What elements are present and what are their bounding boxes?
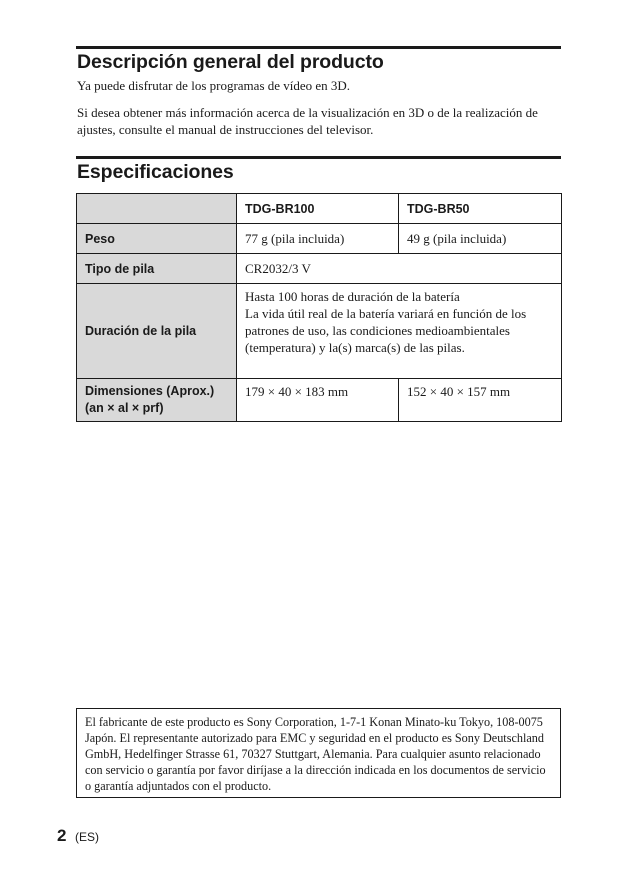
battery-life-note: La vida útil real de la batería variará en función de los patrones de uso, las condiciones medioambientales (temperatura) y la(s) marca(s) de las pilas.: [245, 306, 527, 355]
page-number: 2: [57, 826, 67, 845]
table-row: [77, 284, 562, 379]
row-label-duracion-de-la-pila: Duración de la pila: [77, 284, 237, 379]
overview-paragraph-1: Ya puede disfrutar de los programas de vídeo en 3D.: [77, 78, 351, 93]
overview-paragraph-2: Si desea obtener más información acerca de la visualización en 3D o de la realización de ajustes, consulte el manual de instrucciones del televisor.: [77, 105, 538, 137]
battery-life-line: Hasta 100 horas de duración de la batería: [245, 289, 460, 304]
manufacturer-notice: El fabricante de este producto es Sony Corporation, 1-7-1 Konan Minato-ku Tokyo, 108-0075 Japón. El representante autorizado para EMC y seguridad en el producto es Sony Deutschland GmbH, Hedelfinger Strasse 61, 70327 Stuttgart, Alemania. Para cualquier asunto relacionado con servicio o garantía por favor diríjase a la dirección indicada en los documentos de servicio o garantía adjuntados con el producto.: [76, 708, 561, 798]
row-label-tipo-de-pila: Tipo de pila: [77, 254, 237, 284]
cell-dimensiones-br100: 179 × 40 × 183 mm: [237, 379, 399, 422]
table-row: [77, 254, 562, 284]
table-row: [77, 379, 562, 422]
overview-rule: [76, 46, 561, 49]
page-language-code: (ES): [75, 830, 99, 844]
specs-table: [76, 193, 562, 422]
column-header-tdg-br50: TDG-BR50: [399, 194, 562, 224]
cell-peso-br100: 77 g (pila incluida): [237, 224, 399, 254]
table-header-blank: [77, 194, 237, 224]
specs-rule: [76, 156, 561, 159]
cell-duracion-de-la-pila: [237, 284, 562, 379]
overview-heading: Descripción general del producto: [77, 51, 384, 73]
table-row: [77, 224, 562, 254]
specs-heading: Especificaciones: [77, 161, 234, 183]
row-label-dimensiones: Dimensiones (Aprox.) (an × al × prf): [77, 379, 237, 422]
table-header-row: [77, 194, 562, 224]
row-label-peso: Peso: [77, 224, 237, 254]
cell-tipo-de-pila: CR2032/3 V: [237, 254, 562, 284]
cell-peso-br50: 49 g (pila incluida): [399, 224, 562, 254]
column-header-tdg-br100: TDG-BR100: [237, 194, 399, 224]
cell-dimensiones-br50: 152 × 40 × 157 mm: [399, 379, 562, 422]
